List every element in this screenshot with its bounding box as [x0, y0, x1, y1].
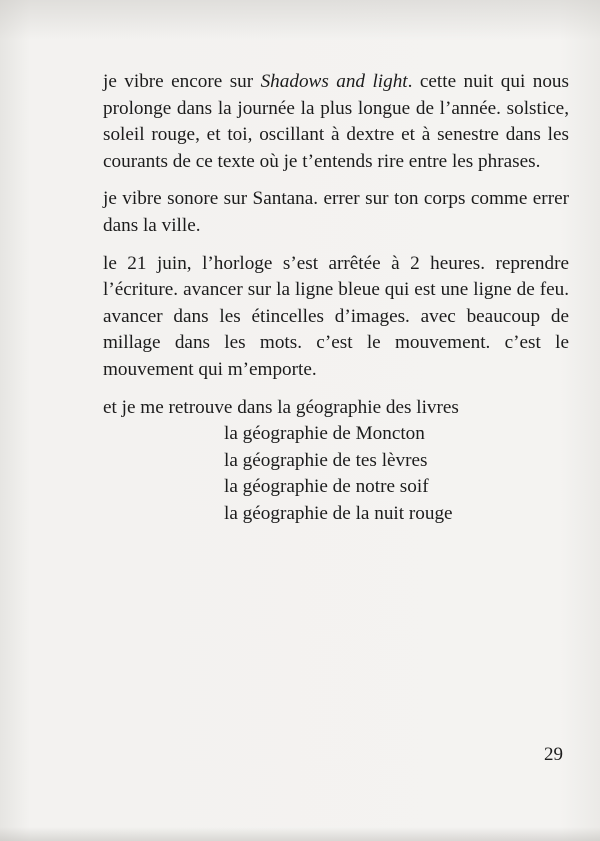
paragraph-1	[103, 69, 569, 175]
paragraph-3: le 21 juin, l’horloge s’est arrêtée à 2 heures. reprendre l’écriture. avancer sur la ligne bleue qui est une ligne de feu. avancer dans les étincelles d’images. avec beaucoup de millage dans les mots. c’est le mouvement. c’est le mouvement qui m’emporte.	[103, 252, 569, 380]
geography-line: la géographie de notre soif	[224, 476, 429, 498]
paragraph-1-start: je vibre encore sur	[103, 71, 261, 92]
paragraph-1-rest: . cette nuit qui nous prolonge dans la journée la plus longue de l’année. solstice, soleil rouge, et toi, oscillant à dextre et à senestre dans les courants de ce texte où je t’entends rire entre les phrases.	[103, 71, 569, 172]
paragraph-4: et je me retrouve dans la géographie des livres	[103, 396, 459, 418]
poem-text	[103, 69, 569, 528]
paragraph-2: je vibre sonore sur Santana. errer sur ton corps comme errer dans la ville.	[103, 188, 569, 236]
page-shadow-bottom	[0, 827, 600, 841]
geography-list	[103, 421, 569, 527]
song-title: Shadows and light	[260, 71, 408, 92]
page-number: 29	[544, 744, 563, 765]
geography-line: la géographie de Moncton	[224, 423, 425, 445]
page-shadow-top	[0, 0, 600, 40]
geography-line: la géographie de la nuit rouge	[224, 502, 453, 524]
geography-line: la géographie de tes lèvres	[224, 449, 428, 471]
